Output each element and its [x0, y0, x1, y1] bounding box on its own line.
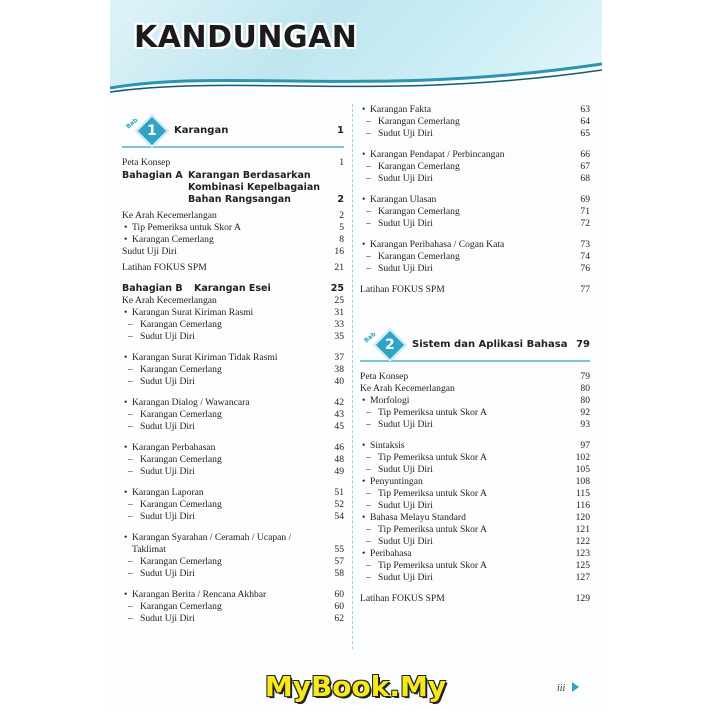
toc-right-column [360, 104, 590, 605]
toc-entry[interactable]: • Sintaksis 97 [360, 440, 590, 452]
toc-subentry[interactable]: – Sudut Uji Diri 65 [360, 128, 590, 140]
watermark: MyBook.My [264, 670, 447, 703]
toc-subentry[interactable]: – Sudut Uji Diri 76 [360, 263, 590, 275]
bahagian-b-heading[interactable]: Bahagian B Karangan Esei 25 [122, 283, 344, 294]
toc-entry[interactable]: Ke Arah Kecemerlangan 80 [360, 383, 590, 394]
toc-subentry[interactable]: – Sudut Uji Diri 122 [360, 536, 590, 548]
bab-2-badge: 2 [373, 328, 407, 362]
toc-entry[interactable]: • Bahasa Melayu Standard 120 [360, 512, 590, 524]
toc-entry[interactable]: • Karangan Ulasan 69 [360, 194, 590, 206]
toc-subentry[interactable]: – Karangan Cemerlang 33 [122, 319, 344, 331]
toc-entry[interactable]: • Morfologi 80 [360, 395, 590, 407]
toc-entry[interactable]: • Karangan Fakta 63 [360, 104, 590, 116]
toc-entry[interactable]: • Karangan Surat Kiriman Tidak Rasmi 37 [122, 352, 344, 364]
toc-subentry[interactable]: – Tip Pemeriksa untuk Skor A 121 [360, 524, 590, 536]
toc-subentry[interactable]: – Sudut Uji Diri 68 [360, 173, 590, 185]
toc-subentry[interactable]: – Sudut Uji Diri 127 [360, 572, 590, 584]
toc-entry[interactable]: • Tip Pemeriksa untuk Skor A 5 [122, 222, 344, 234]
toc-entry[interactable]: • Karangan Peribahasa / Cogan Kata 73 [360, 239, 590, 251]
toc-subentry[interactable]: – Karangan Cemerlang 57 [122, 556, 344, 568]
toc-entry[interactable]: Latihan FOKUS SPM 129 [360, 593, 590, 604]
toc-entry[interactable]: • Karangan Syarahan / Ceramah / Ucapan / [122, 532, 344, 544]
toc-subentry[interactable]: – Sudut Uji Diri 54 [122, 511, 344, 523]
toc-entry[interactable]: • Peribahasa 123 [360, 548, 590, 560]
bab-1-title: Karangan [174, 125, 229, 136]
toc-entry[interactable]: Peta Konsep 79 [360, 371, 590, 382]
bab-1-page: 1 [337, 125, 344, 136]
toc-subentry[interactable]: – Sudut Uji Diri 116 [360, 500, 590, 512]
header-wave-decoration [110, 58, 602, 100]
toc-subentry[interactable]: – Sudut Uji Diri 62 [122, 613, 344, 625]
bahagian-a-heading[interactable]: Bahagian A Karangan Berdasarkan Kombinasi Kepelbagaian Bahan Rangsangan 2 [122, 170, 344, 205]
bab-tag: Bab [362, 330, 378, 345]
toc-subentry[interactable]: – Karangan Cemerlang 71 [360, 206, 590, 218]
toc-subentry[interactable]: – Karangan Cemerlang 67 [360, 161, 590, 173]
toc-subentry[interactable]: – Karangan Cemerlang 52 [122, 499, 344, 511]
bab-2-title: Sistem dan Aplikasi Bahasa [412, 339, 568, 350]
bab-2-heading[interactable] [360, 332, 590, 362]
page-title: KANDUNGAN [134, 20, 358, 55]
bab-tag: Bab [124, 116, 140, 131]
toc-entry[interactable]: Sudut Uji Diri 16 [122, 246, 344, 257]
toc-entry[interactable]: Latihan FOKUS SPM 77 [360, 284, 590, 295]
toc-left-column [122, 118, 344, 625]
toc-subentry[interactable]: – Tip Pemeriksa untuk Skor A 102 [360, 452, 590, 464]
toc-subentry[interactable]: – Sudut Uji Diri 58 [122, 568, 344, 580]
toc-entry-continuation[interactable]: Taklimat 55 [132, 544, 344, 555]
bab-2-page: 79 [576, 339, 590, 350]
toc-subentry[interactable]: – Tip Pemeriksa untuk Skor A 115 [360, 488, 590, 500]
toc-subentry[interactable]: – Karangan Cemerlang 60 [122, 601, 344, 613]
toc-subentry[interactable]: – Karangan Cemerlang 48 [122, 454, 344, 466]
toc-subentry[interactable]: – Karangan Cemerlang 43 [122, 409, 344, 421]
toc-subentry[interactable]: – Sudut Uji Diri 93 [360, 419, 590, 431]
toc-subentry[interactable]: – Sudut Uji Diri 40 [122, 376, 344, 388]
toc-entry[interactable]: Latihan FOKUS SPM 21 [122, 262, 344, 273]
bab-1-heading[interactable] [122, 118, 344, 148]
toc-subentry[interactable]: – Karangan Cemerlang 64 [360, 116, 590, 128]
toc-entry[interactable]: Ke Arah Kecemerlangan 2 [122, 210, 344, 221]
toc-subentry[interactable]: – Sudut Uji Diri 45 [122, 421, 344, 433]
toc-subentry[interactable]: – Sudut Uji Diri 35 [122, 331, 344, 343]
toc-subentry[interactable]: – Tip Pemeriksa untuk Skor A 92 [360, 407, 590, 419]
page-number: iii [557, 683, 566, 694]
toc-entry[interactable]: • Karangan Surat Kiriman Rasmi 31 [122, 307, 344, 319]
toc-entry[interactable]: • Karangan Pendapat / Perbincangan 66 [360, 149, 590, 161]
toc-entry[interactable]: • Karangan Dialog / Wawancara 42 [122, 397, 344, 409]
bab-1-badge: 1 [135, 114, 169, 148]
toc-subentry[interactable]: – Sudut Uji Diri 72 [360, 218, 590, 230]
toc-entry[interactable]: • Karangan Berita / Rencana Akhbar 60 [122, 589, 344, 601]
toc-entry[interactable]: • Karangan Laporan 51 [122, 487, 344, 499]
toc-entry[interactable]: Peta Konsep 1 [122, 157, 344, 168]
toc-entry[interactable]: • Karangan Perbahasan 46 [122, 442, 344, 454]
toc-entry[interactable]: Ke Arah Kecemerlangan 25 [122, 295, 344, 306]
toc-subentry[interactable]: – Sudut Uji Diri 49 [122, 466, 344, 478]
toc-subentry[interactable]: – Karangan Cemerlang 74 [360, 251, 590, 263]
toc-subentry[interactable]: – Sudut Uji Diri 105 [360, 464, 590, 476]
toc-subentry[interactable]: – Karangan Cemerlang 38 [122, 364, 344, 376]
toc-subentry[interactable]: – Tip Pemeriksa untuk Skor A 125 [360, 560, 590, 572]
toc-entry[interactable]: • Karangan Cemerlang 8 [122, 234, 344, 246]
book-page [110, 0, 602, 711]
column-divider [352, 104, 353, 649]
toc-entry[interactable]: • Penyuntingan 108 [360, 476, 590, 488]
